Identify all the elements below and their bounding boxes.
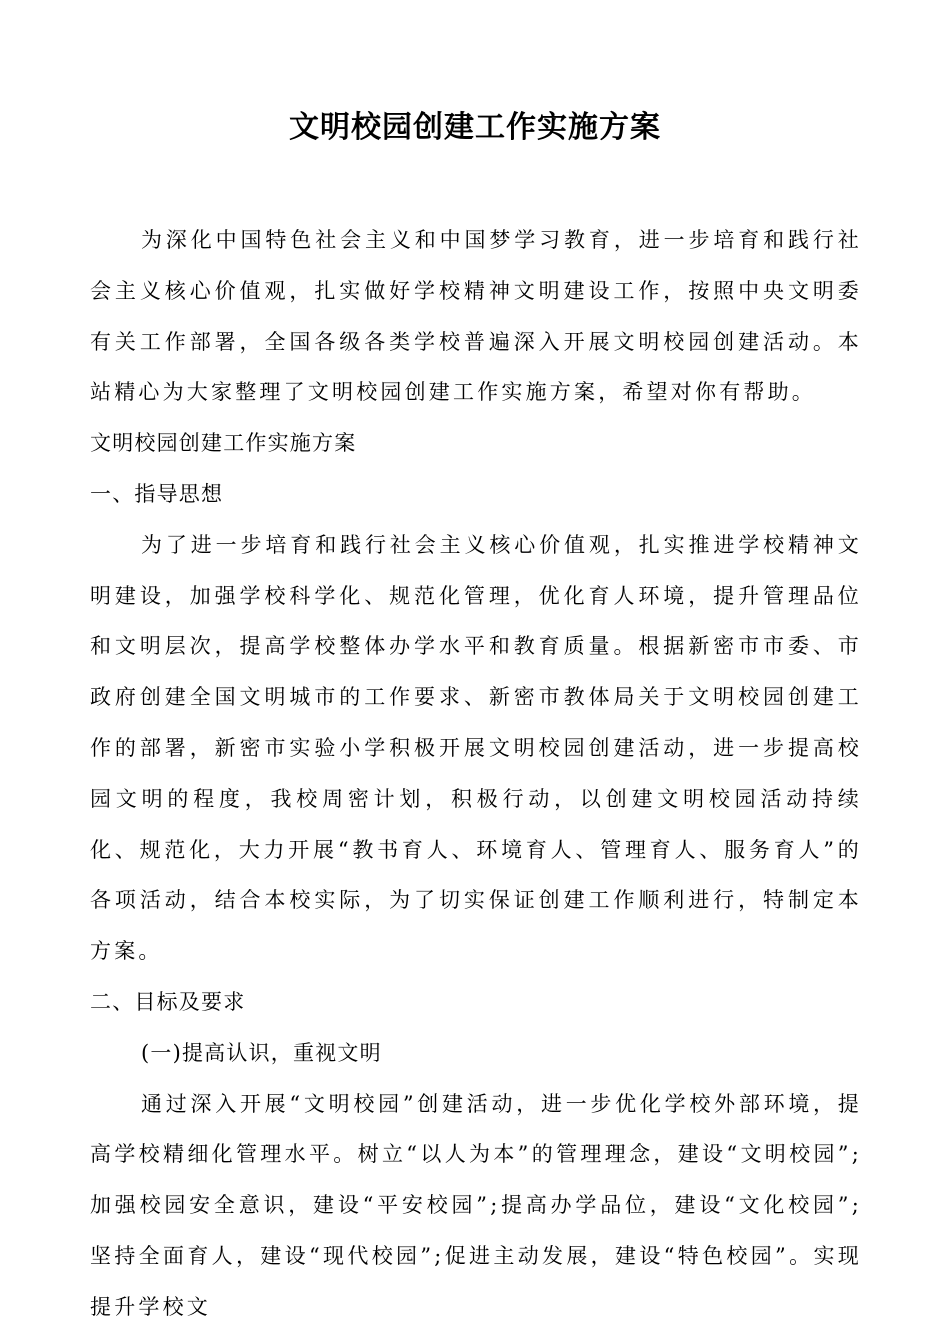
section-1-heading: 一、指导思想 [90,481,224,506]
intro-paragraph: 为深化中国特色社会主义和中国梦学习教育，进一步培育和践行社会主义核心价值观，扎实做好学校精神文明建设工作，按照中央文明委有关工作部署，全国各级各类学校普遍深入开展文明校园创建活动。本站精心为大家整理了文明校园创建工作实施方案，希望对你有帮助。 [90,228,862,405]
section-2-paragraph-1: 通过深入开展“文明校园”创建活动，进一步优化学校外部环境，提高学校精细化管理水平。树立“以人为本”的管理理念，建设“文明校园”;加强校园安全意识，建设“平安校园”;提高办学品位，建设“文化校园”;坚持全面育人，建设“现代校园”;促进主动发展，建设“特色校园”。实现提升学校文 [90,1091,862,1319]
document-body [90,215,862,1333]
document-title: 文明校园创建工作实施方案 [289,110,661,145]
document-subtitle: 文明校园创建工作实施方案 [90,431,357,456]
section-1-paragraph: 为了进一步培育和践行社会主义核心价值观，扎实推进学校精神文明建设，加强学校科学化、规范化管理，优化育人环境，提升管理品位和文明层次，提高学校整体办学水平和教育质量。根据新密市市委、市政府创建全国文明城市的工作要求、新密市教体局关于文明校园创建工作的部署，新密市实验小学积极开展文明校园创建活动，进一步提高校园文明的程度，我校周密计划，积极行动，以创建文明校园活动持续化、规范化，大力开展“教书育人、环境育人、管理育人、服务育人”的各项活动，结合本校实际，为了切实保证创建工作顺利进行，特制定本方案。 [90,532,862,964]
section-2-subheading-1: (一)提高认识，重视文明 [141,1040,382,1065]
section-2-heading: 二、目标及要求 [90,989,246,1014]
